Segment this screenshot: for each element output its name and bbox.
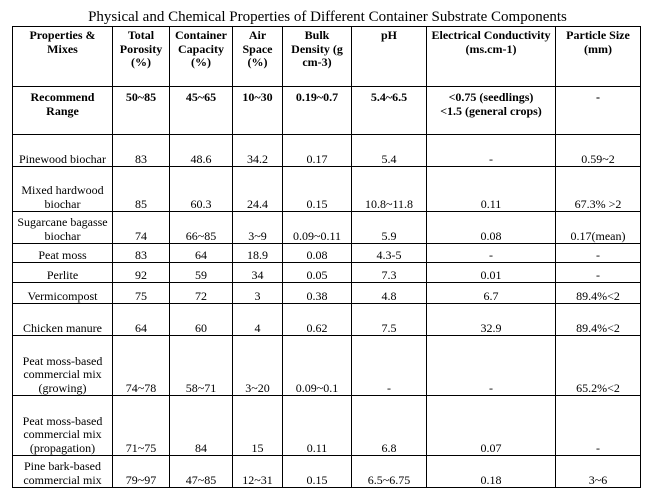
cell-ph: 5.4 bbox=[352, 135, 427, 167]
header-porosity: Total Porosity (%) bbox=[113, 27, 170, 87]
cell-ec: - bbox=[427, 336, 556, 396]
cell-capacity: 47~85 bbox=[170, 456, 233, 488]
cell-porosity: 74~78 bbox=[113, 336, 170, 396]
table-caption: Physical and Chemical Properties of Different Container Substrate Components bbox=[88, 9, 567, 25]
cell-ec: 0.07 bbox=[427, 396, 556, 456]
cell-air: 3~9 bbox=[233, 212, 283, 244]
table-row bbox=[13, 212, 641, 244]
cell-porosity: 75 bbox=[113, 283, 170, 304]
header-ph: pH bbox=[352, 27, 427, 87]
cell-capacity: 66~85 bbox=[170, 212, 233, 244]
row-name: Perlite bbox=[13, 263, 113, 283]
cell-capacity: 60.3 bbox=[170, 167, 233, 212]
cell-ec: 0.01 bbox=[427, 263, 556, 283]
cell-ph: 7.3 bbox=[352, 263, 427, 283]
cell-ec: - bbox=[427, 135, 556, 167]
row-name: Peat moss bbox=[13, 244, 113, 263]
recommend-ec-line2: <1.5 (general crops) bbox=[440, 103, 542, 118]
cell-density: 0.05 bbox=[283, 263, 352, 283]
cell-size: 0.17(mean) bbox=[556, 212, 641, 244]
cell-density: 0.17 bbox=[283, 135, 352, 167]
header-properties: Properties & Mixes bbox=[13, 27, 113, 87]
cell-ec: 0.11 bbox=[427, 167, 556, 212]
table-row bbox=[13, 135, 641, 167]
recommend-label: Recommend Range bbox=[13, 87, 113, 135]
row-name: Peat moss-based commercial mix (growing) bbox=[13, 336, 113, 396]
cell-porosity: 83 bbox=[113, 244, 170, 263]
table-row bbox=[13, 456, 641, 488]
cell-ph: 5.9 bbox=[352, 212, 427, 244]
cell-ec: 32.9 bbox=[427, 304, 556, 336]
cell-porosity: 64 bbox=[113, 304, 170, 336]
cell-ec: 0.18 bbox=[427, 456, 556, 488]
cell-porosity: 71~75 bbox=[113, 396, 170, 456]
cell-porosity: 74 bbox=[113, 212, 170, 244]
cell-ec: - bbox=[427, 244, 556, 263]
cell-air: 18.9 bbox=[233, 244, 283, 263]
cell-air: 12~31 bbox=[233, 456, 283, 488]
cell-size: 67.3% >2 bbox=[556, 167, 641, 212]
cell-air: 34 bbox=[233, 263, 283, 283]
cell-density: 0.38 bbox=[283, 283, 352, 304]
cell-ec: 0.08 bbox=[427, 212, 556, 244]
row-name: Pinewood biochar bbox=[13, 135, 113, 167]
cell-capacity: 59 bbox=[170, 263, 233, 283]
cell-size: 89.4%<2 bbox=[556, 304, 641, 336]
cell-density: 0.11 bbox=[283, 396, 352, 456]
cell-size: - bbox=[556, 244, 641, 263]
cell-capacity: 58~71 bbox=[170, 336, 233, 396]
header-capacity: Container Capacity (%) bbox=[170, 27, 233, 87]
recommend-air: 10~30 bbox=[233, 87, 283, 135]
recommend-ec-line1: <0.75 (seedlings) bbox=[448, 90, 534, 104]
row-name: Sugarcane bagasse biochar bbox=[13, 212, 113, 244]
header-air-space: Air Space (%) bbox=[233, 27, 283, 87]
header-conductivity: Electrical Conductivity (ms.cm-1) bbox=[427, 27, 556, 87]
table-row bbox=[13, 396, 641, 456]
cell-ph: 6.5~6.75 bbox=[352, 456, 427, 488]
table-row bbox=[13, 336, 641, 396]
row-name: Mixed hardwood biochar bbox=[13, 167, 113, 212]
recommend-row bbox=[13, 87, 641, 135]
cell-air: 15 bbox=[233, 396, 283, 456]
cell-air: 24.4 bbox=[233, 167, 283, 212]
cell-ph: 10.8~11.8 bbox=[352, 167, 427, 212]
cell-ec: 6.7 bbox=[427, 283, 556, 304]
cell-air: 34.2 bbox=[233, 135, 283, 167]
cell-ph: 4.8 bbox=[352, 283, 427, 304]
table-row bbox=[13, 244, 641, 263]
cell-capacity: 48.6 bbox=[170, 135, 233, 167]
properties-table bbox=[12, 26, 641, 488]
cell-air: 3 bbox=[233, 283, 283, 304]
row-name: Peat moss-based commercial mix (propagation) bbox=[13, 396, 113, 456]
header-particle-size: Particle Size (mm) bbox=[556, 27, 641, 87]
cell-porosity: 85 bbox=[113, 167, 170, 212]
cell-capacity: 84 bbox=[170, 396, 233, 456]
cell-porosity: 79~97 bbox=[113, 456, 170, 488]
cell-density: 0.15 bbox=[283, 456, 352, 488]
cell-capacity: 72 bbox=[170, 283, 233, 304]
cell-ph: 7.5 bbox=[352, 304, 427, 336]
cell-density: 0.08 bbox=[283, 244, 352, 263]
cell-ph: 6.8 bbox=[352, 396, 427, 456]
row-name: Chicken manure bbox=[13, 304, 113, 336]
cell-density: 0.09~0.11 bbox=[283, 212, 352, 244]
table-row bbox=[13, 167, 641, 212]
cell-porosity: 83 bbox=[113, 135, 170, 167]
recommend-density: 0.19~0.7 bbox=[283, 87, 352, 135]
table-row bbox=[13, 263, 641, 283]
cell-ph: 4.3-5 bbox=[352, 244, 427, 263]
cell-size: 3~6 bbox=[556, 456, 641, 488]
cell-size: 65.2%<2 bbox=[556, 336, 641, 396]
recommend-ph: 5.4~6.5 bbox=[352, 87, 427, 135]
cell-density: 0.09~0.1 bbox=[283, 336, 352, 396]
recommend-ec bbox=[427, 87, 556, 135]
recommend-porosity: 50~85 bbox=[113, 87, 170, 135]
table-row bbox=[13, 304, 641, 336]
recommend-size: - bbox=[556, 87, 641, 135]
cell-density: 0.62 bbox=[283, 304, 352, 336]
cell-air: 4 bbox=[233, 304, 283, 336]
cell-porosity: 92 bbox=[113, 263, 170, 283]
cell-size: 0.59~2 bbox=[556, 135, 641, 167]
cell-capacity: 64 bbox=[170, 244, 233, 263]
header-bulk-density: Bulk Density (g cm-3) bbox=[283, 27, 352, 87]
cell-size: - bbox=[556, 263, 641, 283]
table-row bbox=[13, 283, 641, 304]
row-name: Pine bark-based commercial mix bbox=[13, 456, 113, 488]
cell-ph: - bbox=[352, 336, 427, 396]
cell-size: - bbox=[556, 396, 641, 456]
row-name: Vermicompost bbox=[13, 283, 113, 304]
cell-density: 0.15 bbox=[283, 167, 352, 212]
data-rows bbox=[13, 135, 641, 488]
recommend-capacity: 45~65 bbox=[170, 87, 233, 135]
header-row bbox=[13, 27, 641, 87]
cell-air: 3~20 bbox=[233, 336, 283, 396]
cell-size: 89.4%<2 bbox=[556, 283, 641, 304]
cell-capacity: 60 bbox=[170, 304, 233, 336]
